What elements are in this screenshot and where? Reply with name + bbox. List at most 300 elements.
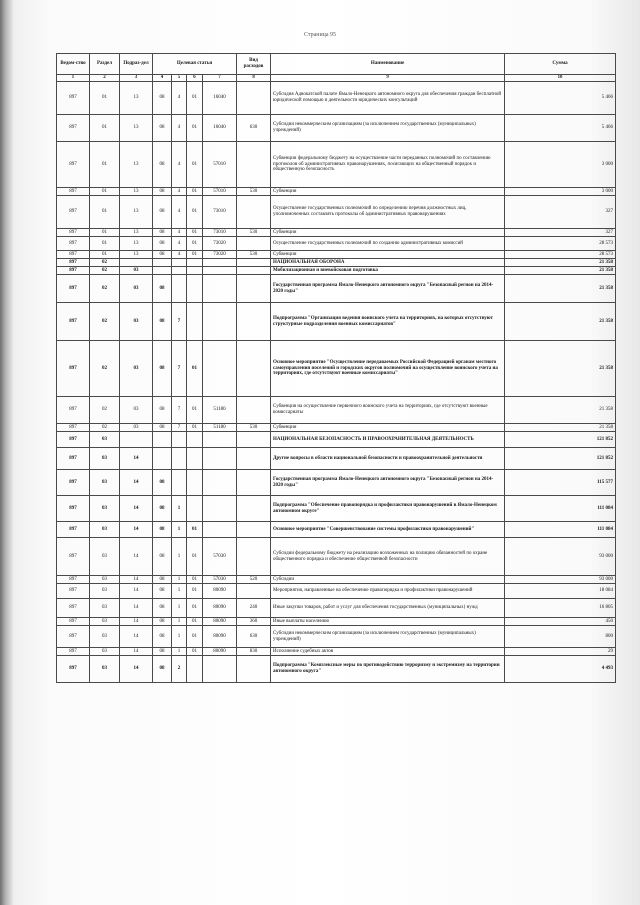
cell-podrazdel: 03 [120, 397, 153, 424]
cell-tsel-subprogram: 1 [172, 538, 187, 576]
table-row [57, 470, 616, 496]
cell-tsel-subprogram: 1 [172, 522, 187, 538]
cell-naimenovanie: Субвенция на осуществление первичного воинского учета на территориях, где отсутствуют военные комиссариаты [271, 397, 505, 424]
cell-tsel-subprogram [172, 470, 187, 496]
cell-tsel-measure: 01 [187, 237, 203, 251]
cell-naimenovanie: Мероприятия, направленные на обеспечение правопорядка и профилактики правонарушений [271, 584, 505, 599]
cell-summa: 21 358 [505, 341, 616, 397]
header-podrazdel: Подраз-дел [120, 54, 153, 75]
cell-tsel-subprogram: 7 [172, 424, 187, 432]
cell-tsel-program [153, 267, 172, 275]
cell-podrazdel: 13 [120, 115, 153, 142]
cell-tsel-program: 08 [153, 538, 172, 576]
cell-summa: 121 852 [505, 432, 616, 448]
cell-vedomstvo: 897 [57, 648, 90, 656]
cell-summa: 121 852 [505, 448, 616, 470]
cell-tsel-direction [203, 448, 237, 470]
cell-tsel-subprogram: 7 [172, 341, 187, 397]
cell-vid-raskhodov: 530 [237, 188, 271, 196]
cell-razdel: 03 [90, 618, 120, 626]
cell-naimenovanie: Иные закупки товаров, работ и услуг для обеспечения государственных (муниципальных) нужд [271, 599, 505, 618]
cell-tsel-subprogram: 4 [172, 237, 187, 251]
cell-tsel-subprogram: 4 [172, 115, 187, 142]
cell-tsel-measure: 01 [187, 618, 203, 626]
cell-tsel-direction: 16040 [203, 115, 237, 142]
table-row [57, 448, 616, 470]
cell-tsel-measure [187, 448, 203, 470]
table-row [57, 656, 616, 683]
cell-summa: 16 805 [505, 599, 616, 618]
cell-tsel-program: 08 [153, 656, 172, 683]
cell-podrazdel: 13 [120, 142, 153, 188]
col-number: 5 [172, 75, 187, 82]
cell-razdel: 01 [90, 229, 120, 237]
cell-tsel-measure: 01 [187, 576, 203, 584]
cell-tsel-subprogram [172, 448, 187, 470]
cell-vid-raskhodov [237, 267, 271, 275]
cell-tsel-direction: 80090 [203, 599, 237, 618]
cell-tsel-program [153, 448, 172, 470]
header-tselevaya-statya: Целевая статья [153, 54, 237, 75]
cell-tsel-direction [203, 470, 237, 496]
cell-podrazdel: 03 [120, 424, 153, 432]
cell-tsel-program [153, 259, 172, 267]
cell-naimenovanie: Другие вопросы в области национальной безопасности и правоохранительной деятельности [271, 448, 505, 470]
cell-naimenovanie: Субвенции [271, 251, 505, 259]
cell-vedomstvo: 897 [57, 303, 90, 341]
cell-vedomstvo: 897 [57, 397, 90, 424]
cell-tsel-subprogram: 1 [172, 576, 187, 584]
cell-vedomstvo: 897 [57, 229, 90, 237]
cell-razdel: 03 [90, 448, 120, 470]
cell-naimenovanie: НАЦИОНАЛЬНАЯ ОБОРОНА [271, 259, 505, 267]
cell-summa: 28 573 [505, 237, 616, 251]
cell-tsel-direction: 57010 [203, 188, 237, 196]
table-row [57, 626, 616, 648]
cell-tsel-program: 08 [153, 496, 172, 522]
col-number: 3 [120, 75, 153, 82]
table-row [57, 648, 616, 656]
cell-naimenovanie: Иные выплаты населению [271, 618, 505, 626]
cell-podrazdel: 03 [120, 303, 153, 341]
table-row [57, 196, 616, 229]
cell-vid-raskhodov: 520 [237, 576, 271, 584]
cell-tsel-measure: 01 [187, 626, 203, 648]
cell-vid-raskhodov [237, 196, 271, 229]
cell-naimenovanie: Исполнение судебных актов [271, 648, 505, 656]
cell-tsel-program: 08 [153, 303, 172, 341]
cell-summa: 111 084 [505, 522, 616, 538]
cell-vedomstvo: 897 [57, 82, 90, 115]
cell-razdel: 01 [90, 188, 120, 196]
cell-tsel-measure: 01 [187, 584, 203, 599]
cell-tsel-subprogram: 1 [172, 626, 187, 648]
cell-podrazdel: 13 [120, 237, 153, 251]
table-row [57, 599, 616, 618]
cell-tsel-measure [187, 496, 203, 522]
cell-podrazdel: 14 [120, 448, 153, 470]
cell-razdel: 03 [90, 496, 120, 522]
cell-tsel-subprogram: 2 [172, 656, 187, 683]
cell-vedomstvo: 897 [57, 626, 90, 648]
cell-tsel-measure [187, 267, 203, 275]
cell-vid-raskhodov [237, 142, 271, 188]
cell-tsel-program: 08 [153, 618, 172, 626]
cell-naimenovanie: Субвенции [271, 188, 505, 196]
cell-vedomstvo: 897 [57, 115, 90, 142]
cell-summa: 3 000 [505, 142, 616, 188]
cell-tsel-direction: 73020 [203, 237, 237, 251]
cell-vedomstvo: 897 [57, 341, 90, 397]
cell-vedomstvo: 897 [57, 142, 90, 188]
cell-tsel-direction [203, 267, 237, 275]
cell-tsel-direction [203, 259, 237, 267]
cell-tsel-subprogram: 1 [172, 618, 187, 626]
cell-naimenovanie: Субсидии федеральному бюджету на реализацию возложенных на полицию обязанностей по охране общественного порядка и обеспечение общественной безопасности [271, 538, 505, 576]
cell-razdel: 03 [90, 470, 120, 496]
cell-razdel: 01 [90, 82, 120, 115]
cell-tsel-subprogram: 7 [172, 397, 187, 424]
cell-vid-raskhodov [237, 496, 271, 522]
cell-tsel-program: 08 [153, 229, 172, 237]
cell-summa: 4 493 [505, 656, 616, 683]
cell-summa: 21 358 [505, 397, 616, 424]
cell-tsel-direction: 51180 [203, 424, 237, 432]
cell-tsel-measure: 01 [187, 599, 203, 618]
cell-razdel: 02 [90, 303, 120, 341]
cell-podrazdel: 14 [120, 656, 153, 683]
cell-naimenovanie: Подпрограмма "Обеспечение правопорядка и профилактики правонарушений в Ямало-Ненецком автономном округе" [271, 496, 505, 522]
cell-summa: 18 084 [505, 584, 616, 599]
header-naimenovanie: Наименование [271, 54, 505, 75]
col-number: 10 [505, 75, 616, 82]
cell-razdel: 02 [90, 267, 120, 275]
cell-razdel: 02 [90, 275, 120, 303]
cell-razdel: 01 [90, 115, 120, 142]
col-number: 8 [237, 75, 271, 82]
cell-summa: 21 358 [505, 259, 616, 267]
cell-razdel: 02 [90, 424, 120, 432]
cell-summa: 115 577 [505, 470, 616, 496]
cell-tsel-program: 08 [153, 188, 172, 196]
header-summa: Сумма [505, 54, 616, 75]
cell-vid-raskhodov [237, 538, 271, 576]
cell-razdel: 03 [90, 538, 120, 576]
cell-tsel-direction: 57030 [203, 576, 237, 584]
cell-summa: 450 [505, 618, 616, 626]
cell-razdel: 02 [90, 259, 120, 267]
cell-vid-raskhodov [237, 432, 271, 448]
cell-naimenovanie: Основное мероприятие "Совершенствование системы профилактики правонарушений" [271, 522, 505, 538]
cell-summa: 5 466 [505, 82, 616, 115]
cell-tsel-measure [187, 432, 203, 448]
cell-vedomstvo: 897 [57, 251, 90, 259]
cell-tsel-subprogram: 1 [172, 648, 187, 656]
table-row [57, 142, 616, 188]
cell-summa: 327 [505, 196, 616, 229]
col-number: 6 [187, 75, 203, 82]
cell-naimenovanie: Мобилизационная и вневойсковая подготовка [271, 267, 505, 275]
cell-vedomstvo: 897 [57, 267, 90, 275]
table-row [57, 496, 616, 522]
cell-razdel: 02 [90, 397, 120, 424]
table-header [57, 54, 616, 82]
cell-tsel-measure: 01 [187, 188, 203, 196]
cell-vid-raskhodov: 630 [237, 626, 271, 648]
cell-naimenovanie: НАЦИОНАЛЬНАЯ БЕЗОПАСНОСТЬ И ПРАВООХРАНИТЕЛЬНАЯ ДЕЯТЕЛЬНОСТЬ [271, 432, 505, 448]
cell-summa: 21 358 [505, 303, 616, 341]
cell-tsel-subprogram: 1 [172, 584, 187, 599]
cell-tsel-program: 08 [153, 341, 172, 397]
cell-vid-raskhodov: 530 [237, 424, 271, 432]
cell-tsel-direction [203, 275, 237, 303]
cell-vid-raskhodov [237, 448, 271, 470]
cell-tsel-measure [187, 470, 203, 496]
cell-vedomstvo: 897 [57, 656, 90, 683]
cell-vedomstvo: 897 [57, 470, 90, 496]
cell-tsel-direction: 73010 [203, 229, 237, 237]
table-row [57, 251, 616, 259]
header-number-row [57, 75, 616, 82]
scan-edge-shadow [0, 0, 14, 905]
cell-razdel: 03 [90, 626, 120, 648]
cell-vid-raskhodov: 530 [237, 251, 271, 259]
cell-tsel-measure: 01 [187, 196, 203, 229]
cell-podrazdel: 14 [120, 626, 153, 648]
cell-tsel-program [153, 432, 172, 448]
cell-naimenovanie: Осуществление государственных полномочий по определению перечня должностных лиц, уполномоченных составлять протоколы об административных правонарушениях [271, 196, 505, 229]
cell-razdel: 03 [90, 648, 120, 656]
cell-tsel-subprogram: 1 [172, 496, 187, 522]
cell-naimenovanie: Субсидии [271, 576, 505, 584]
cell-podrazdel: 13 [120, 196, 153, 229]
table-row [57, 397, 616, 424]
cell-naimenovanie: Субвенции [271, 229, 505, 237]
cell-vedomstvo: 897 [57, 275, 90, 303]
table-row [57, 237, 616, 251]
cell-summa: 21 358 [505, 267, 616, 275]
cell-tsel-direction: 80090 [203, 584, 237, 599]
cell-vid-raskhodov: 360 [237, 618, 271, 626]
header-vedomstvo: Ведом-ство [57, 54, 90, 75]
cell-naimenovanie: Основное мероприятие "Осуществление передаваемых Российской Федерацией органам местного самоуправления поселений и городских округов полномочий на осуществление воинского учета на территориях, где отсутствуют военные комиссариаты" [271, 341, 505, 397]
table-row [57, 229, 616, 237]
cell-summa: 111 084 [505, 496, 616, 522]
cell-tsel-program: 08 [153, 82, 172, 115]
cell-tsel-measure: 01 [187, 397, 203, 424]
cell-tsel-program: 08 [153, 599, 172, 618]
cell-tsel-direction [203, 303, 237, 341]
cell-podrazdel: 03 [120, 341, 153, 397]
cell-podrazdel: 14 [120, 496, 153, 522]
header-vid-raskhodov: Вид расходов [237, 54, 271, 75]
budget-table [56, 53, 616, 683]
cell-podrazdel: 13 [120, 82, 153, 115]
cell-podrazdel: 03 [120, 275, 153, 303]
cell-vid-raskhodov [237, 82, 271, 115]
cell-vedomstvo: 897 [57, 599, 90, 618]
cell-naimenovanie: Государственная программа Ямало-Ненецкого автономного округа "Безопасный регион на 2014-2020 годы" [271, 470, 505, 496]
cell-tsel-program: 08 [153, 115, 172, 142]
cell-tsel-program: 08 [153, 626, 172, 648]
cell-podrazdel: 14 [120, 584, 153, 599]
cell-tsel-direction [203, 496, 237, 522]
cell-tsel-direction: 73020 [203, 251, 237, 259]
cell-vedomstvo: 897 [57, 448, 90, 470]
table-row [57, 188, 616, 196]
cell-tsel-subprogram: 4 [172, 196, 187, 229]
table-row [57, 115, 616, 142]
cell-vid-raskhodov: 630 [237, 115, 271, 142]
cell-podrazdel: 13 [120, 251, 153, 259]
cell-tsel-direction: 80090 [203, 626, 237, 648]
cell-summa: 21 358 [505, 424, 616, 432]
cell-tsel-subprogram: 1 [172, 599, 187, 618]
cell-razdel: 01 [90, 142, 120, 188]
cell-vid-raskhodov [237, 397, 271, 424]
cell-razdel: 03 [90, 432, 120, 448]
cell-tsel-measure: 01 [187, 115, 203, 142]
cell-summa: 800 [505, 626, 616, 648]
cell-tsel-direction: 57010 [203, 142, 237, 188]
cell-tsel-program: 08 [153, 576, 172, 584]
cell-vid-raskhodov [237, 341, 271, 397]
cell-podrazdel: 13 [120, 188, 153, 196]
col-number: 1 [57, 75, 90, 82]
header-razdel: Раздел [90, 54, 120, 75]
cell-naimenovanie: Субвенции [271, 424, 505, 432]
cell-naimenovanie: Субсидии некоммерческим организациям (за исключением государственных (муниципальных) учреждений) [271, 626, 505, 648]
cell-tsel-measure: 01 [187, 424, 203, 432]
cell-tsel-measure [187, 259, 203, 267]
table-body [57, 82, 616, 683]
cell-tsel-direction: 80090 [203, 648, 237, 656]
cell-vid-raskhodov [237, 237, 271, 251]
cell-naimenovanie: Государственная программа Ямало-Ненецкого автономного округа "Безопасный регион на 2014-2020 годы" [271, 275, 505, 303]
col-number: 2 [90, 75, 120, 82]
cell-tsel-subprogram: 7 [172, 303, 187, 341]
cell-vid-raskhodov [237, 584, 271, 599]
cell-summa: 327 [505, 229, 616, 237]
cell-vedomstvo: 897 [57, 584, 90, 599]
col-number: 9 [271, 75, 505, 82]
cell-podrazdel: 14 [120, 618, 153, 626]
cell-vedomstvo: 897 [57, 496, 90, 522]
cell-vedomstvo: 897 [57, 618, 90, 626]
cell-vedomstvo: 897 [57, 188, 90, 196]
cell-tsel-subprogram [172, 275, 187, 303]
cell-tsel-subprogram: 4 [172, 142, 187, 188]
cell-naimenovanie: Подпрограмма "Комплексные меры по противодействию терроризму и экстремизму на территории автономного округа" [271, 656, 505, 683]
cell-tsel-program: 08 [153, 424, 172, 432]
cell-vid-raskhodov [237, 470, 271, 496]
table-row [57, 303, 616, 341]
cell-tsel-direction: 51180 [203, 397, 237, 424]
cell-tsel-measure: 01 [187, 522, 203, 538]
cell-razdel: 03 [90, 522, 120, 538]
cell-podrazdel: 13 [120, 229, 153, 237]
cell-tsel-measure: 01 [187, 538, 203, 576]
cell-razdel: 03 [90, 599, 120, 618]
cell-podrazdel: 14 [120, 576, 153, 584]
cell-tsel-direction: 57030 [203, 538, 237, 576]
cell-podrazdel [120, 432, 153, 448]
cell-summa: 28 573 [505, 251, 616, 259]
cell-vid-raskhodov [237, 259, 271, 267]
cell-razdel: 01 [90, 237, 120, 251]
cell-summa: 93 000 [505, 538, 616, 576]
table-row [57, 432, 616, 448]
cell-vid-raskhodov: 830 [237, 648, 271, 656]
cell-tsel-program: 08 [153, 142, 172, 188]
cell-tsel-direction [203, 432, 237, 448]
cell-vedomstvo: 897 [57, 196, 90, 229]
cell-vid-raskhodov: 530 [237, 229, 271, 237]
cell-vedomstvo: 897 [57, 424, 90, 432]
cell-naimenovanie: Субсидия Адвокатской палате Ямало-Ненецкого автономного округа для обеспечения граждан бесплатной юридической помощью и деятельности юридических консультаций [271, 82, 505, 115]
cell-razdel: 03 [90, 584, 120, 599]
cell-podrazdel: 03 [120, 267, 153, 275]
cell-tsel-direction [203, 656, 237, 683]
col-number: 7 [203, 75, 237, 82]
cell-tsel-program: 08 [153, 251, 172, 259]
cell-tsel-measure: 01 [187, 251, 203, 259]
cell-tsel-subprogram: 4 [172, 251, 187, 259]
cell-vedomstvo: 897 [57, 259, 90, 267]
cell-tsel-measure: 01 [187, 229, 203, 237]
cell-tsel-program: 08 [153, 196, 172, 229]
cell-tsel-subprogram: 4 [172, 82, 187, 115]
cell-vedomstvo: 897 [57, 237, 90, 251]
cell-tsel-measure: 01 [187, 142, 203, 188]
cell-tsel-direction: 80090 [203, 618, 237, 626]
cell-tsel-subprogram [172, 259, 187, 267]
cell-tsel-program: 08 [153, 584, 172, 599]
cell-vid-raskhodov: 240 [237, 599, 271, 618]
cell-summa: 5 466 [505, 115, 616, 142]
cell-tsel-program: 08 [153, 470, 172, 496]
cell-tsel-measure: 01 [187, 82, 203, 115]
cell-summa: 3 000 [505, 188, 616, 196]
table-row [57, 584, 616, 599]
cell-tsel-measure [187, 656, 203, 683]
cell-summa: 21 358 [505, 275, 616, 303]
cell-tsel-direction [203, 522, 237, 538]
cell-tsel-program: 08 [153, 648, 172, 656]
table-row [57, 538, 616, 576]
cell-tsel-subprogram [172, 267, 187, 275]
table-row [57, 82, 616, 115]
cell-podrazdel: 14 [120, 538, 153, 576]
table-row [57, 341, 616, 397]
cell-tsel-measure [187, 275, 203, 303]
col-number: 4 [153, 75, 172, 82]
table-row [57, 576, 616, 584]
cell-vedomstvo: 897 [57, 432, 90, 448]
cell-podrazdel: 14 [120, 599, 153, 618]
cell-tsel-direction: 73010 [203, 196, 237, 229]
table-row [57, 275, 616, 303]
table-row [57, 522, 616, 538]
cell-tsel-program: 08 [153, 237, 172, 251]
cell-tsel-subprogram [172, 432, 187, 448]
cell-tsel-program: 08 [153, 522, 172, 538]
table-row [57, 424, 616, 432]
cell-tsel-measure [187, 303, 203, 341]
cell-naimenovanie: Субвенции федеральному бюджету на осуществление части переданных полномочий по составлению протоколов об административных правонарушениях, посягающих на общественный порядок и общественную безопасность [271, 142, 505, 188]
cell-summa: 93 000 [505, 576, 616, 584]
table-row [57, 618, 616, 626]
